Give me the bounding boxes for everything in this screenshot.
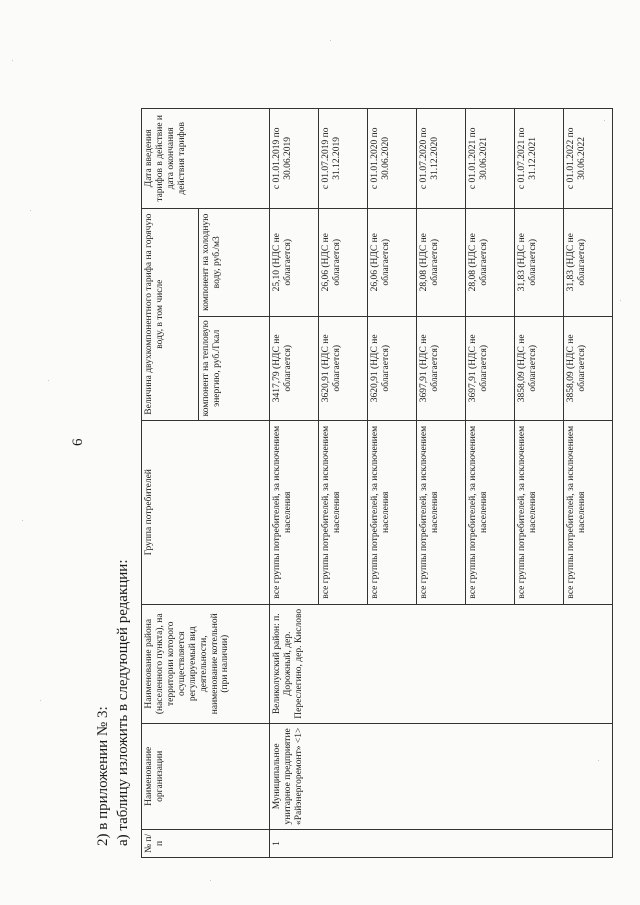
tariff-period: с 01.07.2020 по 31.12.2020 xyxy=(417,109,466,209)
tariff-period: с 01.07.2019 по 31.12.2019 xyxy=(319,109,368,209)
cold-tariff: 26,06 (НДС не облагается) xyxy=(368,208,417,316)
heat-tariff: 3858,09 (НДС не облагается) xyxy=(564,316,613,420)
header-org: Наименование организации xyxy=(142,723,270,829)
cold-tariff: 31,83 (НДС не облагается) xyxy=(564,208,613,316)
area-name: Великолукский район: п. Дорожный, дер. Переслегино, дер. Кислово xyxy=(270,604,613,723)
tariff-period: с 01.01.2021 по 30.06.2021 xyxy=(466,109,515,209)
cold-tariff: 28,08 (НДС не облагается) xyxy=(417,208,466,316)
consumer-group: все группы потребителей, за исключением населения xyxy=(270,420,319,604)
consumer-group: все группы потребителей, за исключением населения xyxy=(417,420,466,604)
tariff-period: с 01.07.2021 по 31.12.2021 xyxy=(515,109,564,209)
consumer-group: все группы потребителей, за исключением населения xyxy=(319,420,368,604)
consumer-group: все группы потребителей, за исключением населения xyxy=(368,420,417,604)
consumer-group: все группы потребителей, за исключением населения xyxy=(466,420,515,604)
table-row xyxy=(270,109,319,858)
organization-name: Муниципальное унитарное предприятие «Райэнергоремонт» <1> xyxy=(270,723,613,829)
heat-tariff: 3697,91 (НДС не облагается) xyxy=(466,316,515,420)
heat-tariff: 3858,09 (НДС не облагается) xyxy=(515,316,564,420)
cold-tariff: 25,10 (НДС не облагается) xyxy=(270,208,319,316)
subsection-heading: а) таблицу изложить в следующей редакции: xyxy=(115,559,131,846)
header-num: № п/п xyxy=(142,829,270,857)
header-heat-component: компонент на тепловую энергию, руб./Гкал xyxy=(199,316,270,420)
header-cold-component: компонент на холодную воду, руб./м3 xyxy=(199,208,270,316)
cold-tariff: 26,06 (НДС не облагается) xyxy=(319,208,368,316)
page-number: 6 xyxy=(70,438,86,446)
tariff-period: с 01.01.2019 по 30.06.2019 xyxy=(270,109,319,209)
header-area: Наименование района (населенного пункта), на территории которого осуществляется регулируемый вид деятельности, наименование котельной (при наличии) xyxy=(142,604,270,723)
rotated-content xyxy=(95,98,595,858)
header-tariff: Величина двухкомпонентного тарифа на горячую воду, в том числе xyxy=(142,208,199,420)
cold-tariff: 31,83 (НДС не облагается) xyxy=(515,208,564,316)
tariff-table xyxy=(141,108,613,858)
row-number: 1 xyxy=(270,829,613,857)
header-date: Дата введения тарифов в действие и дата окончания действия тарифов xyxy=(142,109,270,209)
header-group: Группа потребителей xyxy=(142,420,270,604)
cold-tariff: 28,08 (НДС не облагается) xyxy=(466,208,515,316)
tariff-period: с 01.01.2020 по 30.06.2020 xyxy=(368,109,417,209)
consumer-group: все группы потребителей, за исключением населения xyxy=(564,420,613,604)
heat-tariff: 3417,79 (НДС не облагается) xyxy=(270,316,319,420)
section-heading: 2) в приложении № 3: xyxy=(95,706,111,846)
consumer-group: все группы потребителей, за исключением населения xyxy=(515,420,564,604)
heat-tariff: 3697,91 (НДС не облагается) xyxy=(417,316,466,420)
heat-tariff: 3620,91 (НДС не облагается) xyxy=(368,316,417,420)
tariff-period: с 01.01.2022 по 30.06.2022 xyxy=(564,109,613,209)
heat-tariff: 3620,91 (НДС не облагается) xyxy=(319,316,368,420)
